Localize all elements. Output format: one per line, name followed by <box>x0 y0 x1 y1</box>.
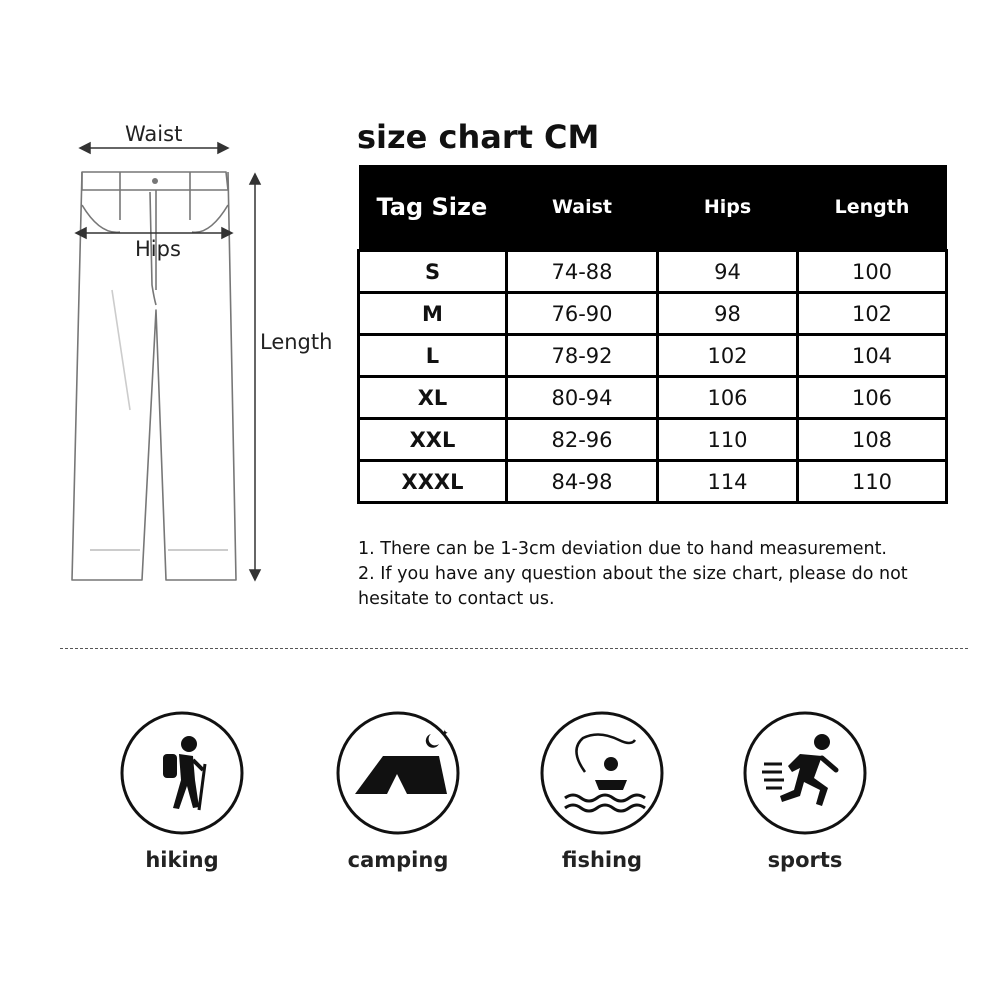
notes <box>358 537 918 612</box>
cell-length: 100 <box>798 251 947 293</box>
table-row <box>359 335 947 377</box>
activity-hiking <box>107 710 257 872</box>
cell-hips: 94 <box>658 251 798 293</box>
cell-hips: 114 <box>658 461 798 503</box>
cell-waist: 74-88 <box>507 251 658 293</box>
note-2: 2. If you have any question about the size chart, please do not hesitate to contact us. <box>358 564 908 609</box>
cell-waist: 78-92 <box>507 335 658 377</box>
cell-hips: 110 <box>658 419 798 461</box>
cell-waist: 80-94 <box>507 377 658 419</box>
cell-waist: 84-98 <box>507 461 658 503</box>
activity-label: fishing <box>561 848 643 872</box>
table-header-row <box>359 165 947 251</box>
note-1: 1. There can be 1-3cm deviation due to hand measurement. <box>358 539 887 559</box>
dashed-divider <box>60 648 968 649</box>
cell-length: 102 <box>798 293 947 335</box>
cell-hips: 98 <box>658 293 798 335</box>
cell-waist: 76-90 <box>507 293 658 335</box>
length-label: Length <box>260 330 333 354</box>
waist-label: Waist <box>125 122 183 146</box>
cell-length: 110 <box>798 461 947 503</box>
hiker-icon <box>119 710 245 836</box>
header-tag-size: Tag Size <box>359 165 507 251</box>
cell-size: M <box>359 293 507 335</box>
cell-size: L <box>359 335 507 377</box>
cell-hips: 106 <box>658 377 798 419</box>
cell-hips: 102 <box>658 335 798 377</box>
header-waist: Waist <box>507 165 658 251</box>
table-row <box>359 293 947 335</box>
cell-length: 106 <box>798 377 947 419</box>
hips-label: Hips <box>135 237 181 261</box>
fishing-icon <box>539 710 665 836</box>
table-row <box>359 419 947 461</box>
cell-size: S <box>359 251 507 293</box>
cell-length: 108 <box>798 419 947 461</box>
activity-sports <box>730 710 880 872</box>
cell-length: 104 <box>798 335 947 377</box>
table-row <box>359 461 947 503</box>
pants-diagram <box>60 110 350 600</box>
chart-title: size chart CM <box>357 118 600 156</box>
activity-label: hiking <box>145 848 219 872</box>
header-length: Length <box>798 165 947 251</box>
table-row <box>359 377 947 419</box>
activity-label: camping <box>347 848 449 872</box>
cell-waist: 82-96 <box>507 419 658 461</box>
header-hips: Hips <box>658 165 798 251</box>
runner-icon <box>742 710 868 836</box>
svg-text:✦: ✦ <box>441 729 449 739</box>
activity-fishing <box>527 710 677 872</box>
tent-icon <box>335 710 461 836</box>
size-table <box>357 165 948 504</box>
activity-camping <box>323 710 473 872</box>
cell-size: XXXL <box>359 461 507 503</box>
cell-size: XL <box>359 377 507 419</box>
cell-size: XXL <box>359 419 507 461</box>
activity-label: sports <box>767 848 843 872</box>
table-row <box>359 251 947 293</box>
button-icon <box>152 178 158 184</box>
